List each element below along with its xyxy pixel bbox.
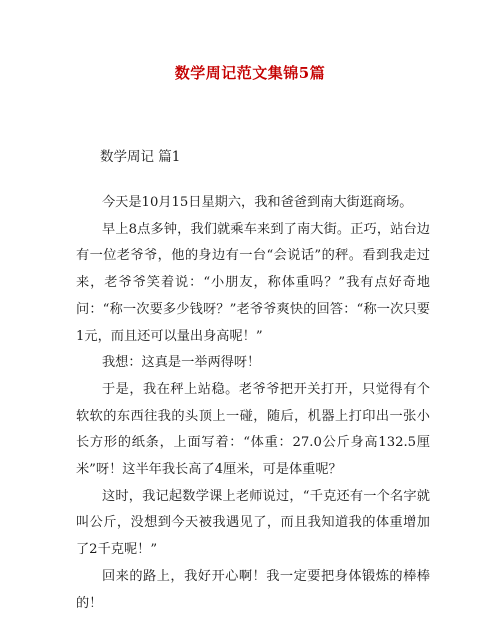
paragraph: 今天是10月15日星期六，我和爸爸到南大街逛商场。 <box>102 195 413 210</box>
document-title: 数学周记范文集锦5篇 <box>174 64 326 82</box>
body-text <box>76 190 430 617</box>
paragraph: 回来的路上，我好开心啊！我一定要把身体锻炼的棒棒的！ <box>76 568 430 611</box>
section-heading: 数学周记 篇1 <box>100 149 181 165</box>
paragraph: 于是，我在秤上站稳。老爷爷把开关打开，只觉得有个软软的东西往我的头顶上一碰，随后，机器上打印出一张小长方形的纸条，上面写着：“体重：27.0公斤身高132.5厘米”呀！这半年我长高了4厘米，可是体重呢？ <box>76 381 430 478</box>
paragraph: 这时，我记起数学课上老师说过，“千克还有一个名字就叫公斤，没想到今天被我遇见了，而且我知道我的体重增加了2千克呢！” <box>76 488 430 558</box>
paragraph: 早上8点多钟，我们就乘车来到了南大街。正巧，站台边有一位老爷爷，他的身边有一台“会说话”的秤。看到我走过来，老爷爷笑着说：“小朋友，称体重吗？”我有点好奇地问：“称一次要多少钱呀？”老爷爷爽快的回答：“称一次只要1元，而且还可以量出身高呢！” <box>76 221 430 344</box>
paragraph: 我想：这真是一举两得呀！ <box>102 355 261 371</box>
